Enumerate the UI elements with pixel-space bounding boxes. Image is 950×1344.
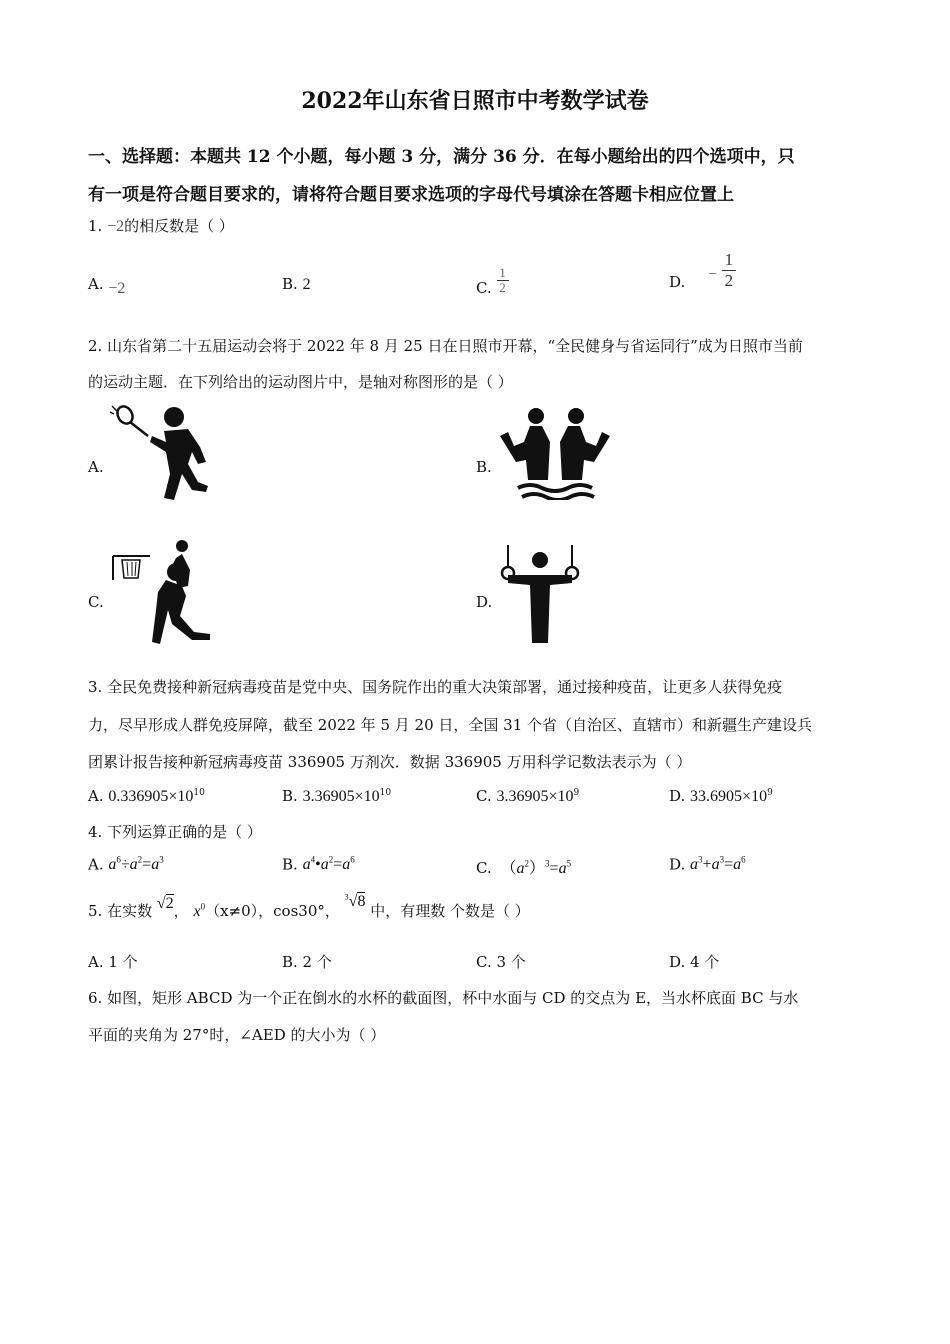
option-label: C. (476, 859, 492, 877)
option-label: A. (88, 275, 104, 293)
q2-option-a[interactable]: A. (88, 458, 104, 476)
rings-gymnast-icon (500, 545, 580, 645)
q5-option-d[interactable]: D. 4 个 (669, 953, 720, 971)
q2-line1: 2. 山东省第二十五届运动会将于 2022 年 8 月 25 日在日照市开幕，“全民健身与省运同行”成为日照市当前 (88, 337, 803, 355)
q2-option-d[interactable]: D. (476, 593, 493, 611)
q5-option-b[interactable]: B. 2 个 (282, 953, 332, 971)
exponent: 10 (379, 788, 392, 798)
exponent: 9 (573, 788, 580, 798)
q2-option-c[interactable]: C. (88, 593, 104, 611)
q3-option-c[interactable] (476, 787, 579, 806)
q3-line2: 力，尽早形成人群免疫屏障，截至 2022 年 5 月 20 日，全国 31 个省（自治区、直辖市）和新疆生产建设兵 (88, 716, 813, 734)
q2-line2: 的运动主题．在下列给出的运动图片中，是轴对称图形的是（ ） (88, 373, 513, 391)
root-index: 3 (344, 892, 349, 902)
q5-text-3: 中，有理数 个数是（ ） (370, 902, 530, 920)
q3-option-d[interactable] (669, 787, 773, 806)
badminton-player-icon (108, 402, 228, 502)
fraction-denominator: 2 (724, 271, 734, 290)
option-formula: $a^4•a^2=a^6$ (302, 855, 355, 874)
q1-number: 1. (88, 217, 103, 235)
option-label: B. (282, 855, 298, 874)
option-label: A. (88, 787, 104, 805)
fraction-denominator: 2 (499, 280, 506, 295)
option-label: D. (669, 855, 686, 874)
option-label: C. (476, 787, 492, 805)
radicand: 2 (165, 895, 174, 912)
fraction (497, 266, 509, 295)
option-label: D. (669, 787, 686, 805)
q1-option-b[interactable] (282, 275, 311, 294)
q3-option-b[interactable] (282, 787, 391, 806)
option-value: 0.336905×10 (108, 788, 194, 805)
q1-expression: −2 (107, 218, 125, 235)
question-1 (88, 215, 234, 236)
radicand: 8 (357, 893, 366, 910)
q5-number: 5. (88, 902, 103, 920)
swimmers-icon (500, 408, 610, 500)
cube-root-8: $^3$√8 (344, 892, 366, 910)
page-title: 2022年山东省日照市中考数学试卷 (301, 88, 649, 114)
q1-text: 的相反数是（ ） (124, 217, 234, 235)
option-value: 3.36905×10 (496, 788, 574, 805)
fraction (722, 250, 736, 291)
exponent: 10 (193, 788, 205, 798)
q6-line2: 平面的夹角为 27°时，∠AED 的大小为（ ） (88, 1026, 386, 1044)
q5-condition: （x≠0），cos30°， (205, 902, 340, 920)
x-power-zero (193, 903, 205, 920)
q4-option-a[interactable] (88, 855, 164, 874)
option-formula: $a^3+a^3=a^6$ (690, 855, 746, 874)
exponent: 9 (767, 788, 773, 798)
basketball-player-icon (110, 540, 220, 646)
fraction-numerator: 1 (499, 265, 506, 280)
q6-line1: 6. 如图，矩形 ABCD 为一个正在倒水的水杯的截面图，杯中水面与 CD 的交点为 E，当水杯底面 BC 与水 (88, 989, 799, 1007)
fraction-numerator: 1 (724, 250, 734, 269)
minus-sign: − (708, 265, 718, 283)
option-label: B. (282, 275, 298, 293)
q3-line3: 团累计报告接种新冠病毒疫苗 336905 万剂次．数据 336905 万用科学记数法表示为（ ） (88, 753, 692, 771)
q1-option-d[interactable] (669, 250, 736, 291)
q4-option-c[interactable] (476, 855, 571, 878)
q5-text-1: 在实数 (107, 902, 153, 920)
option-label: C. (476, 278, 492, 297)
option-label: B. (282, 787, 298, 805)
option-formula: $(a^2)^3=a^5$ (496, 858, 572, 877)
q1-option-c[interactable] (476, 266, 509, 295)
q5-option-a[interactable]: A. 1 个 (88, 953, 138, 971)
q3-line1: 3. 全民免费接种新冠病毒疫苗是党中央、国务院作出的重大决策部署，通过接种疫苗，让更多人获得免疫 (88, 678, 783, 696)
question-5 (88, 892, 530, 921)
q4-text: 4. 下列运算正确的是（ ） (88, 823, 262, 841)
q5-comma: ， (173, 902, 189, 920)
exponent: 0 (200, 901, 206, 912)
option-value: 33.6905×10 (690, 788, 768, 805)
q2-option-b[interactable]: B. (476, 458, 492, 476)
option-value: 2 (302, 276, 311, 293)
option-value: 3.36905×10 (302, 788, 380, 805)
q4-option-d[interactable] (669, 855, 746, 874)
q5-option-c[interactable]: C. 3 个 (476, 953, 526, 971)
option-value: −2 (108, 280, 126, 297)
option-formula: $a^6\div a^2=a^3$ (108, 855, 164, 874)
option-label: D. (669, 272, 686, 291)
q1-option-a[interactable] (88, 275, 126, 297)
section-heading-line2: 有一项是符合题目要求的，请将符合题目要求选项的字母代号填涂在答题卡相应位置上 (88, 185, 734, 205)
q4-option-b[interactable] (282, 855, 355, 874)
variable: x (193, 903, 201, 920)
option-label: A. (88, 855, 104, 874)
q3-option-a[interactable] (88, 787, 205, 806)
section-heading-line1: 一、选择题：本题共 12 个小题，每小题 3 分，满分 36 分．在每小题给出的四个选项中，只 (88, 147, 795, 167)
sqrt-2: √2 (156, 895, 174, 912)
